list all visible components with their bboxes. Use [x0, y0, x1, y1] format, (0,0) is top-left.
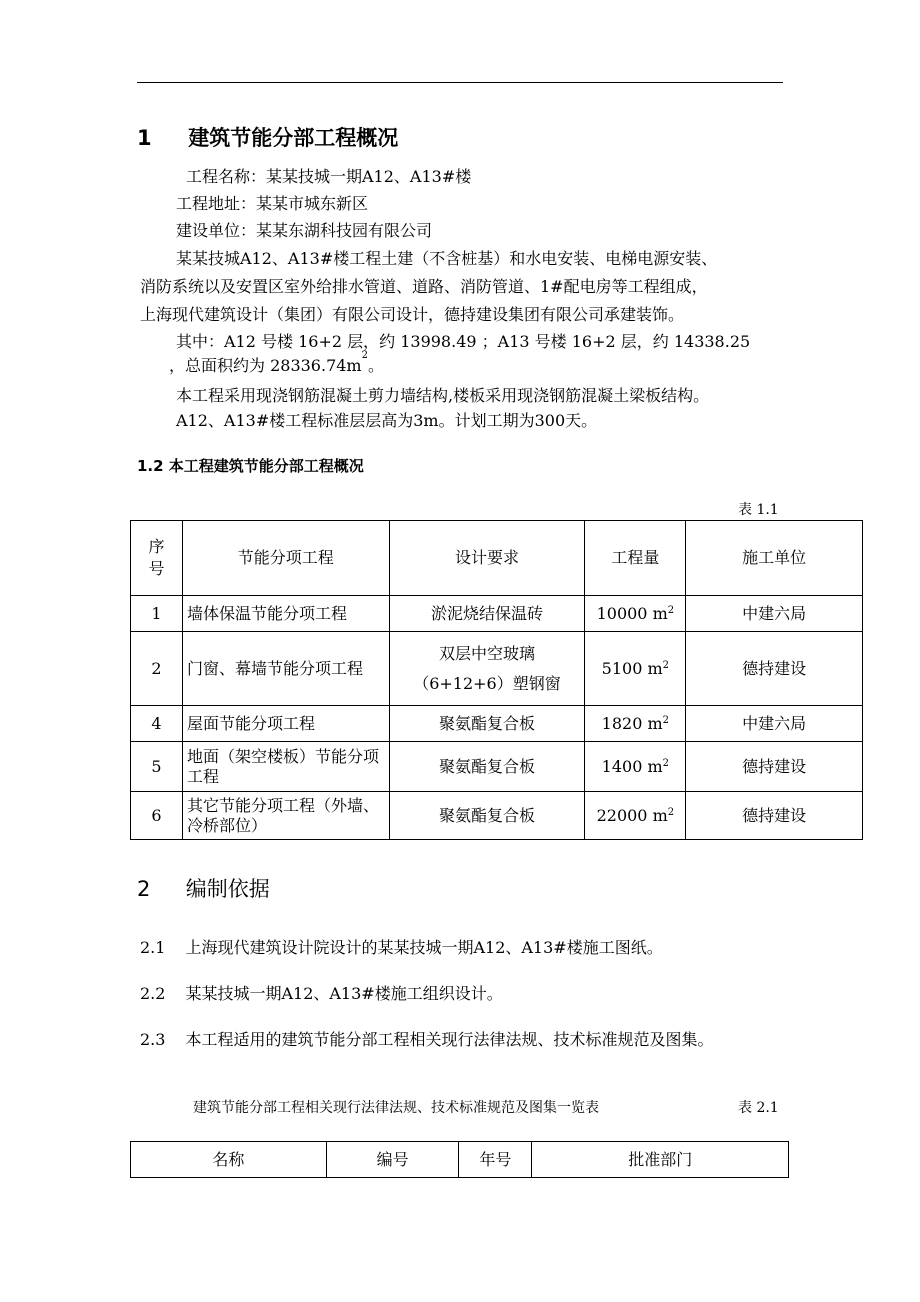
- basis-num: 2.3: [140, 1030, 166, 1049]
- cell-req: 聚氨酯复合板: [389, 792, 585, 840]
- client: 建设单位：某某东湖科技园有限公司: [176, 221, 433, 240]
- th-year: 年号: [459, 1142, 532, 1178]
- area-total-text: ，总面积约为 28336.74m: [169, 356, 362, 375]
- th-seq: [131, 521, 183, 596]
- cell-item: 屋面节能分项工程: [182, 706, 389, 742]
- cell-req: 淤泥烧结保温砖: [389, 596, 585, 632]
- area-sup: 2: [361, 350, 368, 361]
- cell-qty: [585, 596, 686, 632]
- qty-value: 1820 m: [601, 713, 663, 733]
- cell-unit: 中建六局: [686, 706, 863, 742]
- basis-num: 2.2: [140, 984, 166, 1003]
- cell-req: 聚氨酯复合板: [389, 742, 585, 792]
- basis-text: 上海现代建筑设计院设计的某某技城一期A12、A13#楼施工图纸。: [185, 938, 663, 957]
- cell-req: 聚氨酯复合板: [389, 706, 585, 742]
- cell-no: 1: [131, 596, 183, 632]
- section1-heading-num: 1: [137, 126, 152, 150]
- table-row: [131, 706, 863, 742]
- cell-qty: [585, 706, 686, 742]
- table21-header-row: [131, 1142, 789, 1178]
- th-item: 节能分项工程: [182, 521, 389, 596]
- qty-sup: 2: [667, 806, 675, 818]
- qty-sup: 2: [667, 604, 675, 616]
- cell-no: 6: [131, 792, 183, 840]
- th-code: 编号: [326, 1142, 459, 1178]
- cell-req: 双层中空玻璃（6+12+6）塑钢窗: [389, 632, 585, 706]
- qty-sup: 2: [662, 659, 670, 671]
- desc-line2: 消防系统以及安置区室外给排水管道、道路、消防管道、1#配电房等工程组成，: [140, 277, 708, 296]
- qty-value: 22000 m: [596, 805, 668, 825]
- qty-sup: 2: [662, 757, 670, 769]
- cell-item: 其它节能分项工程（外墙、冷桥部位）: [182, 792, 389, 840]
- cell-unit: 德持建设: [686, 742, 863, 792]
- table21-label: 表 2.1: [738, 1100, 779, 1116]
- cell-no: 2: [131, 632, 183, 706]
- cell-no: 5: [131, 742, 183, 792]
- th-seq-a: 序: [148, 537, 165, 556]
- qty-value: 1400 m: [601, 756, 663, 776]
- section12-heading: 1.2 本工程建筑节能分部工程概况: [137, 457, 364, 475]
- qty-value: 10000 m: [596, 603, 668, 623]
- table11-label: 表 1.1: [738, 502, 779, 518]
- table-row: [131, 742, 863, 792]
- section2-heading-text: 编制依据: [185, 877, 270, 901]
- basis-text: 某某技城一期A12、A13#楼施工组织设计。: [185, 984, 503, 1003]
- cell-item: 墙体保温节能分项工程: [182, 596, 389, 632]
- th-unit: 施工单位: [686, 521, 863, 596]
- cell-unit: 德持建设: [686, 792, 863, 840]
- table11-header-row: [131, 521, 863, 596]
- section1-heading-text: 建筑节能分部工程概况: [188, 126, 399, 150]
- table-1-1: [130, 520, 863, 840]
- height-line: A12、A13#楼工程标准层层高为3m。计划工期为300天。: [176, 411, 598, 430]
- basis-item-1: [140, 935, 663, 958]
- cell-qty: [585, 792, 686, 840]
- basis-num: 2.1: [140, 938, 166, 957]
- desc-line3: 上海现代建筑设计（集团）有限公司设计，德持建设集团有限公司承建装饰。: [140, 305, 685, 324]
- th-dept: 批准部门: [532, 1142, 789, 1178]
- cell-qty: [585, 742, 686, 792]
- basis-item-3: [140, 1027, 713, 1050]
- structure-line: 本工程采用现浇钢筋混凝土剪力墙结构,楼板采用现浇钢筋混凝土梁板结构。: [176, 386, 710, 405]
- th-qty: 工程量: [585, 521, 686, 596]
- area-line2: [169, 350, 384, 376]
- cell-qty: [585, 632, 686, 706]
- cell-unit: 中建六局: [686, 596, 863, 632]
- cell-unit: 德持建设: [686, 632, 863, 706]
- header-rule: [137, 82, 783, 83]
- table-row: [131, 632, 863, 706]
- table-2-1: [130, 1141, 789, 1178]
- qty-value: 5100 m: [601, 658, 663, 678]
- section2-heading: [137, 873, 270, 903]
- area-line1: 其中：A12 号楼 16+2 层，约 13998.49 ；A13 号楼 16+2 层，约 14338.25: [176, 332, 751, 351]
- th-name: 名称: [131, 1142, 327, 1178]
- th-seq-b: 号: [148, 559, 165, 578]
- desc-line1: 某某技城A12、A13#楼工程土建（不含桩基）和水电安装、电梯电源安装、: [176, 249, 718, 268]
- table-row: [131, 792, 863, 840]
- cell-item: 地面（架空楼板）节能分项工程: [182, 742, 389, 792]
- table21-caption: 建筑节能分部工程相关现行法律法规、技术标准规范及图集一览表: [193, 1100, 599, 1116]
- table-row: [131, 596, 863, 632]
- qty-sup: 2: [662, 714, 670, 726]
- basis-item-2: [140, 981, 503, 1004]
- project-address: 工程地址：某某市城东新区: [176, 194, 369, 213]
- project-name: 工程名称：某某技城一期A12、A13#楼: [186, 167, 472, 186]
- area-end: 。: [367, 356, 384, 375]
- basis-text: 本工程适用的建筑节能分部工程相关现行法律法规、技术标准规范及图集。: [185, 1030, 714, 1049]
- cell-no: 4: [131, 706, 183, 742]
- th-req: 设计要求: [389, 521, 585, 596]
- cell-item: 门窗、幕墙节能分项工程: [182, 632, 389, 706]
- section1-heading: [137, 122, 398, 152]
- section2-heading-num: 2: [137, 877, 151, 901]
